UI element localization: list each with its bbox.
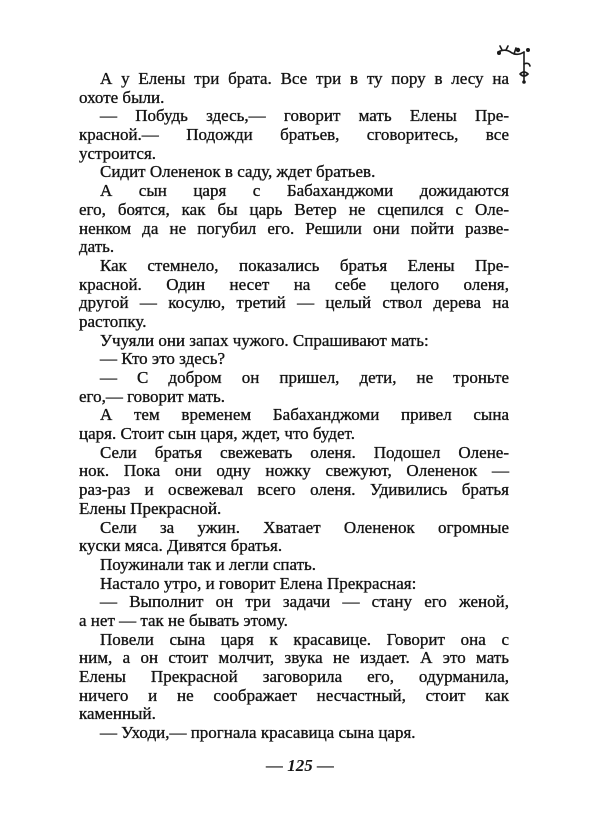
text-line: Учуяли они запах чужого. Спрашивают мать: [100, 330, 429, 350]
paragraph [79, 107, 509, 163]
paragraph [79, 406, 509, 443]
text-line: Сели за ужин. Хватает Олененок огромные [100, 517, 509, 537]
text-line: Настало утро, и говорит Елена Прекрасная: [100, 573, 417, 593]
text-line: охоте были. [79, 87, 165, 107]
text-line: — Побудь здесь,— говорит мать Елены Пре- [100, 106, 509, 126]
paragraph [79, 575, 509, 594]
text-line: его, боятся, как бы царь Ветер не сцепился с Оле- [79, 199, 509, 219]
text-line: растопку. [79, 311, 147, 331]
paragraph [79, 444, 509, 519]
text-line: царя. Стоит сын царя, ждет, что будет. [79, 424, 355, 444]
story-text [79, 70, 509, 743]
text-line: ненком да не погубил его. Решили они пойти разве- [79, 218, 509, 238]
paragraph [79, 257, 509, 332]
text-line: ничего и не соображает несчастный, стоит как [79, 685, 509, 705]
text-line: Как стемнело, показались братья Елены Пре- [100, 255, 509, 275]
text-line: Сели братья свежевать оленя. Подошел Олене- [100, 442, 509, 462]
text-line: его,— говорит мать. [79, 386, 226, 406]
text-line: устроится. [79, 143, 157, 163]
text-line: Поужинали так и легли спать. [100, 554, 317, 574]
text-line: — Кто это здесь? [100, 349, 226, 369]
paragraph [79, 163, 509, 182]
paragraph [79, 70, 509, 107]
text-line: раз-раз и освежевал всего оленя. Удивились братья [79, 480, 509, 500]
text-line: куски мяса. Дивятся братья. [79, 536, 283, 556]
page-number: — 125 — [266, 756, 334, 775]
paragraph [79, 631, 509, 724]
text-line: — Уходи,— прогнала красавица сына царя. [100, 723, 416, 743]
text-line: каменный. [79, 704, 156, 724]
text-line: дать. [79, 237, 115, 257]
paragraph [79, 556, 509, 575]
text-line: — Выполнит он три задачи — стану его женой, [100, 592, 509, 612]
text-line: — С добром он пришел, дети, не троньте [100, 368, 509, 387]
text-line: Елены Прекрасной заговорила его, одурманила, [79, 667, 509, 686]
paragraph [79, 724, 509, 743]
text-line: ним, а он стоит молчит, звука не издает. А это мать [79, 648, 509, 668]
paragraph [79, 369, 509, 406]
text-line: красной. Один несет на себе целого оленя, [79, 274, 509, 294]
text-line: Сидит Олененок в саду, ждет братьев. [100, 162, 376, 182]
text-line: другой — косулю, третий — целый ствол дерева на [79, 293, 509, 313]
paragraph [79, 332, 509, 351]
paragraph [79, 350, 509, 369]
text-line: Елены Прекрасной. [79, 498, 222, 518]
text-line: А у Елены три брата. Все три в ту пору в лесу на [100, 69, 509, 88]
text-line: а нет — так не бывать этому. [79, 610, 288, 630]
text-line: красной.— Подожди братьев, сговоритесь, все [79, 125, 509, 145]
text-line: А сын царя с Бабаханджоми дожидаются [100, 181, 509, 201]
paragraph [79, 519, 509, 556]
paragraph [79, 182, 509, 257]
paragraph [79, 593, 509, 630]
text-line: Повели сына царя к красавице. Говорит она с [100, 629, 509, 649]
text-line: А тем временем Бабаханджоми привел сына [100, 405, 509, 425]
text-line: нок. Пока они одну ножку свежуют, Олененок — [79, 461, 509, 481]
